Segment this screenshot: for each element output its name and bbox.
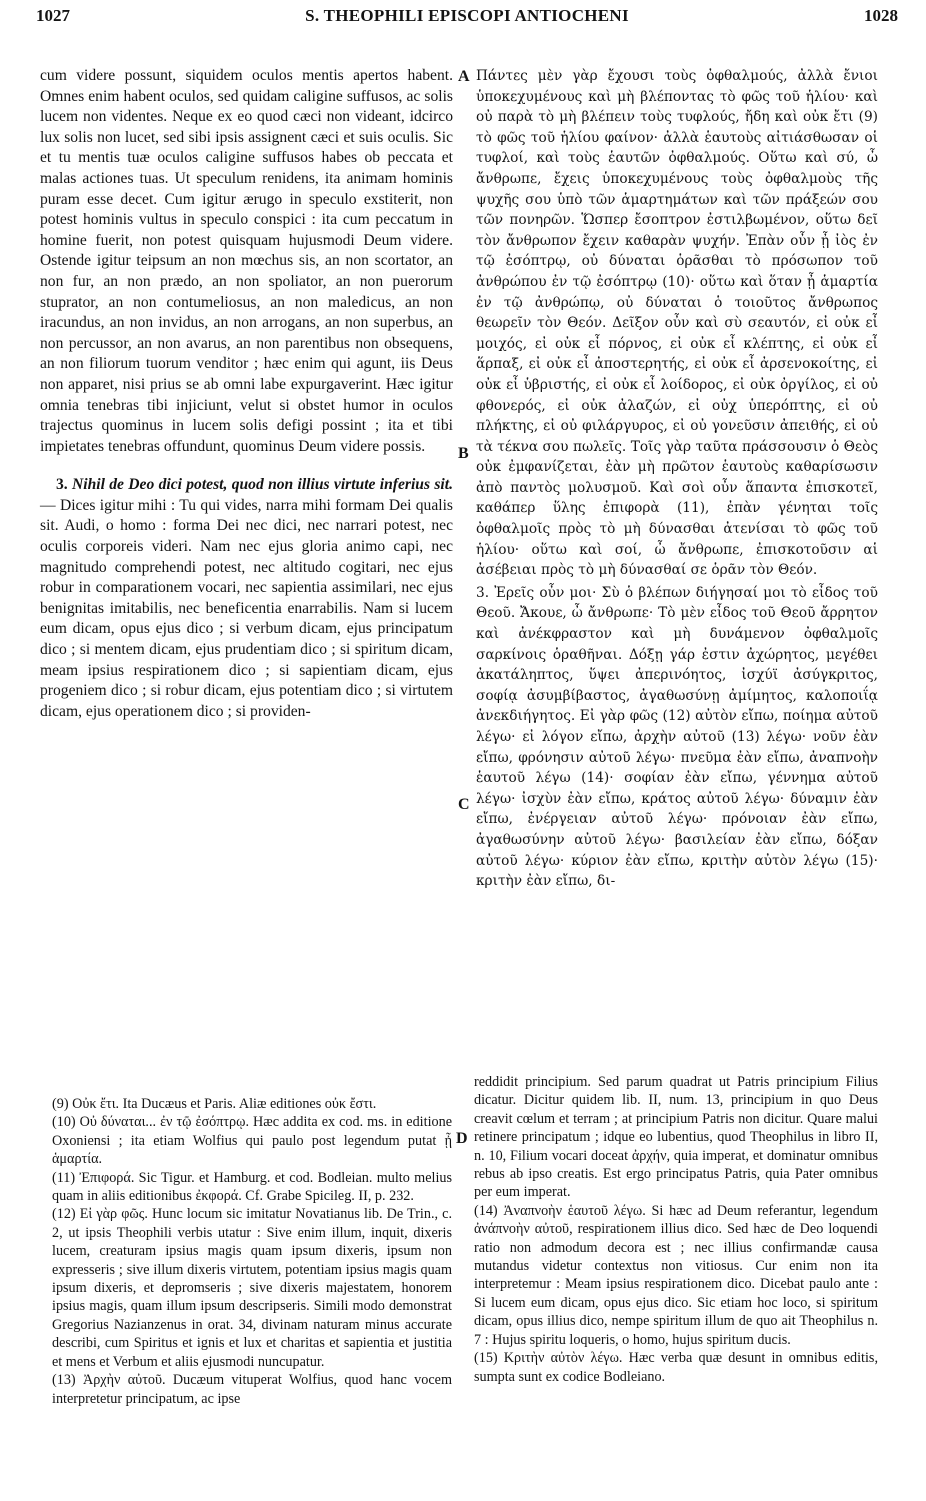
page-header	[36, 6, 898, 36]
latin-paragraph-1: cum videre possunt, siquidem oculos mentis apertos habent. Omnes enim habent oculos, sed quidam caligine suffusos, ac solis lucem non videntes. Neque ex eo quod cæci non videant, idcirco lux solis non lucet, sed sibi ipsis assignent cæci et suis oculis. Sic et tu mentis tuæ oculos caligine suffusos habes ob peccata et malas actiones tuas. Ut speculum renidens, ita animam hominis puram esse decet. Cum igitur ærugo in speculo exstiterit, non potest hominis vultus in speculo conspici : ita cum peccatum in homine fuerit, non potest quisquam hujusmodi Deum videre. Ostende igitur teipsum an non mœchus sis, an non scortator, an non fur, an non prædo, an non spoliator, an non puerorum stuprator, an non contumeliosus, an non maledicus, an non iracundus, an non invidus, an non arrogans, an non superbus, an non percussor, an non avarus, an non parentibus non obsequens, an non filiorum tuorum venditor ; hæc enim qui agunt, iis Deus non apparet, nisi prius se ab omni labe expurgaverint. Hæc igitur omnia tenebras tibi injiciunt, velut si obstet humor in oculos trajectus quominus in lucem solis defigi possint ; ita et tibi impietates tenebras offundunt, quominus Deum videre possis.	[40, 67, 453, 455]
footnote-15: (15) Κριτὴν αὐτὸν λέγω. Hæc verba quæ desunt in omnibus editis, sumpta sunt ex codice Bodleiano.	[474, 1350, 878, 1385]
latin-paragraph-2: — Dices igitur mihi : Tu qui vides, narra mihi formam Dei qualis sit. Audi, o homo : forma Dei nec dici, nec narrari potest, nec oculis corporeis videri. Nam nec ejus gloria animo capi, nec magnitudo comprehendi potest, nec altitudo cogitari, nec ejus robur in comparationem vocari, nec sapientia assimilari, nec ejus benignitas imitabilis, nec beneficentia enarrabilis. Nam si lucem eum dicam, opus ejus dico ; si verbum dicam, ejus principatum dico ; si mentem dicam, ejus prudentiam dico ; si spiritum dicam, meam ipsius respirationem dico ; si sapientiam dicam, ejus progeniem dico ; si robur dicam, ejus potentiam dico ; si virtutem dicam, ejus operationem dico ; si providen-	[40, 496, 453, 720]
footnotes-right	[474, 1073, 878, 1386]
latin-section-3	[40, 475, 453, 722]
margin-marker-d: D	[456, 1130, 468, 1147]
greek-paragraph-2: 3. Ἐρεῖς οὖν μοι· Σὺ ὁ βλέπων διήγησαί μοι τὸ εἶδος τοῦ Θεοῦ. Ἄκουε, ὦ ἄνθρωπε· Τὸ μὲν εἶδος τοῦ Θεοῦ ἄρρητον καὶ ἀνέκφραστον καὶ μὴ δυνάμενον ὀφθαλμοῖς σαρκίνοις ὁραθῆναι. Δόξῃ γάρ ἐστιν ἀχώρητος, μεγέθει ἀκατάληπτος, ὕψει ἀπερινόητος, ἰσχύϊ ἀσύγκριτος, σοφίᾳ ἀσυμβίβαστος, ἀγαθωσύνῃ ἀμίμητος, καλοποιΐᾳ ἀνεκδιήγητος. Εἰ γὰρ φῶς (12) αὐτὸν εἴπω, ποίημα αὐτοῦ λέγω· εἰ λόγον εἴπω, ἀρχὴν αὐτοῦ (13) λέγω· νοῦν ἐὰν εἴπω, φρόνησιν αὐτοῦ λέγω· πνεῦμα ἐὰν εἴπω, ἀναπνοὴν ἑαυτοῦ λέγω (14)· σοφίαν ἐὰν εἴπω, γέννημα αὐτοῦ λέγω· ἰσχὺν ἐὰν εἴπω, κράτος αὐτοῦ λέγω· δύναμιν ἐὰν εἴπω, ἐνέργειαν αὐτοῦ λέγω· πρόνοιαν ἐὰν εἴπω, ἀγαθωσύνην αὐτοῦ λέγω· βασιλείαν ἐὰν εἴπω, δόξαν αὐτοῦ λέγω· κύριον ἐὰν εἴπω, κριτὴν αὐτὸν λέγω (15)· κριτὴν ἐὰν εἴπω, δι-	[476, 584, 878, 890]
greek-column	[476, 66, 878, 892]
footnote-11: (11) Ἐπιφορά. Sic Tigur. et Hamburg. et cod. Bodleian. multo melius quam in aliis editionibus ἐκφορά. Cf. Grabe Spicileg. II, p. 232.	[52, 1169, 452, 1205]
page-number-left: 1027	[36, 6, 70, 25]
footnote-9: (9) Οὐκ ἔτι. Ita Ducæus et Paris. Aliæ editiones οὐκ ἔστι.	[52, 1096, 377, 1112]
greek-paragraph-1: Πάντες μὲν γὰρ ἔχουσι τοὺς ὀφθαλμούς, ἀλλὰ ἔνιοι ὑποκεχυμένους καὶ μὴ βλέποντας τὸ φῶς τοῦ ἡλίου· καὶ οὐ παρὰ τὸ μὴ βλέπειν τοὺς τυφλούς, ἤδη καὶ οὐκ ἔτι (9) τὸ φῶς τοῦ ἡλίου φαίνον· ἀλλὰ ἑαυτοὺς αἰτιάσθωσαν οἱ τυφλοί, καὶ τοὺς ἑαυτῶν ὀφθαλμούς. Οὕτω καὶ σύ, ὦ ἄνθρωπε, ἔχεις ὑποκεχυμένους τοὺς ὀφθαλμοὺς τῆς ψυχῆς σου ὑπὸ τῶν ἁμαρτημάτων καὶ τῶν πράξεών σου τῶν πονηρῶν. Ὥσπερ ἔσοπτρον ἐστιλβωμένον, οὕτω δεῖ τὸν ἄνθρωπον ἔχειν καθαρὰν ψυχήν. Ἐπὰν οὖν ᾖ ἰὸς ἐν τῷ ἐσόπτρῳ, οὐ δύναται ὁρᾶσθαι τὸ πρόσωπον τοῦ ἀνθρώπου ἐν τῷ ἐσόπτρῳ (10)· οὕτω καὶ ὅταν ᾖ ἁμαρτία ἐν τῷ ἀνθρώπῳ, οὐ δύναται ὁ τοιοῦτος ἄνθρωπος θεωρεῖν τὸν Θεόν. Δεῖξον οὖν καὶ σὺ σεαυτόν, εἰ οὐκ εἶ μοιχός, εἰ οὐκ εἶ πόρνος, εἰ οὐκ εἶ κλέπτης, εἰ οὐκ εἶ ἅρπαξ, εἰ οὐκ εἶ ἀποστερητής, εἰ οὐκ εἶ ἀρσενοκοίτης, εἰ οὐκ εἶ ὑβριστής, εἰ οὐκ εἶ λοίδορος, εἰ οὐκ ὀργίλος, εἰ οὐ φθονερός, εἰ οὐκ ἀλαζών, εἰ οὐχ ὑπερόπτης, εἰ οὐ πλήκτης, εἰ οὐ φιλάργυρος, εἰ οὐ γονεῦσιν ἀπειθής, εἰ οὐ τὰ τέκνα σου πωλεῖς. Τοῖς γὰρ ταῦτα πράσσουσιν ὁ Θεὸς οὐκ ἐμφανίζεται, ἐὰν μὴ πρῶτον ἑαυτοὺς καθαρίσωσιν ἀπὸ παντὸς μολυσμοῦ. Καὶ σοὶ οὖν ἅπαντα ἐπισκοτεῖ, καθάπερ ὕλης ἐπιφορὰ (11), ἐπὰν γένηται τοῖς ὀφθαλμοῖς πρὸς τὸ μὴ δύνασθαι ἀτενίσαι τὸ φῶς τοῦ ἡλίου· οὕτω καὶ σοί, ὦ ἄνθρωπε, ἐπισκοτοῦσιν αἱ ἀσέβειαι πρὸς τὸ μὴ δύνασθαί σε ὁρᾶν τὸν Θεόν.	[476, 68, 878, 579]
footnotes-left	[52, 1095, 452, 1408]
page-number-right: 1028	[864, 6, 898, 25]
margin-marker-c: C	[458, 796, 470, 813]
footnote-10: (10) Οὐ δύναται... ἐν τῷ ἐσόπτρῳ. Hæc addita ex cod. ms. in editione Oxoniensi ; ita etiam Wolfius qui paulo post legendum putat ᾖ ἁμαρτία.	[52, 1114, 452, 1168]
page-title: S. THEOPHILI EPISCOPI ANTIOCHENI	[305, 6, 629, 25]
margin-marker-a: A	[458, 68, 470, 85]
latin-column	[40, 66, 453, 722]
latin-section-number: 3.	[56, 476, 68, 494]
footnote-13: (13) Ἀρχὴν αὐτοῦ. Ducæum vituperat Wolfius, quod hanc vocem interpretetur principatum, ac ipse	[52, 1372, 452, 1407]
margin-marker-b: B	[458, 445, 469, 462]
latin-section-heading: Nihil de Deo dici potest, quod non illius virtute inferius sit.	[72, 476, 453, 494]
footnote-13-continued: reddidit principium. Sed parum quadrat ut Patris principium Filius dicatur. Dicitur quidem lib. II, num. 13, principium in quo Deus creavit cœlum et terram ; at principium Patris non dicitur. Quare malui retinere principatum ; idque eo lubentius, quod Theophilus in libro II, n. 10, Filium vocari doceat ἀρχήν, quia imperat, et dominatur omnibus rebus ab ipso creatis. Est ergo principatus Patris, quia Pater omnibus per eum imperat.	[474, 1074, 878, 1201]
footnote-14: (14) Ἀναπνοὴν ἑαυτοῦ λέγω. Si hæc ad Deum referantur, legendum ἀνάπνοὴν αὐτοῦ, respirationem illius dico. Sed hæc de Deo loquendi ratio non admodum decora est ; nec illius confirmandæ causa mutandus videtur contextus non vitiosus. Cur enim non ita interpretemur : Meam ipsius respirationem dico. Dicebat paulo ante : Si lucem eum dicam, opus ejus dico. Sic etiam hoc loco, si spiritum dicam, opus illius dico, nempe spiritum illum de quo ait Theophilus n. 7 : Hujus spiritu loqueris, o homo, hujus spiritum ducis.	[474, 1202, 878, 1348]
footnote-12: (12) Εἰ γὰρ φῶς. Hunc locum sic imitatur Novatianus lib. De Trin., c. 2, ut ipsis Theophili verbis utatur : Sive enim illum, inquit, dixeris lucem, creaturam ipsius magis quam ipsum dixeris, ipsum non expresseris ; sive illum dixeris virtutem, potentiam ipsius magis quam ipsum dixeris, et depromseris ; sive dixeris majestatem, honorem ipsius magis, quam illum ipsum descripseris. Simili modo demonstrat Gregorius Nazianzenus in orat. 34, divinam naturam minus accurate describi, cum Spiritus et ignis et lux et charitas et sapientia et justitia et mens et Verbum et aliis ejusmodi nuncupatur.	[52, 1206, 452, 1370]
